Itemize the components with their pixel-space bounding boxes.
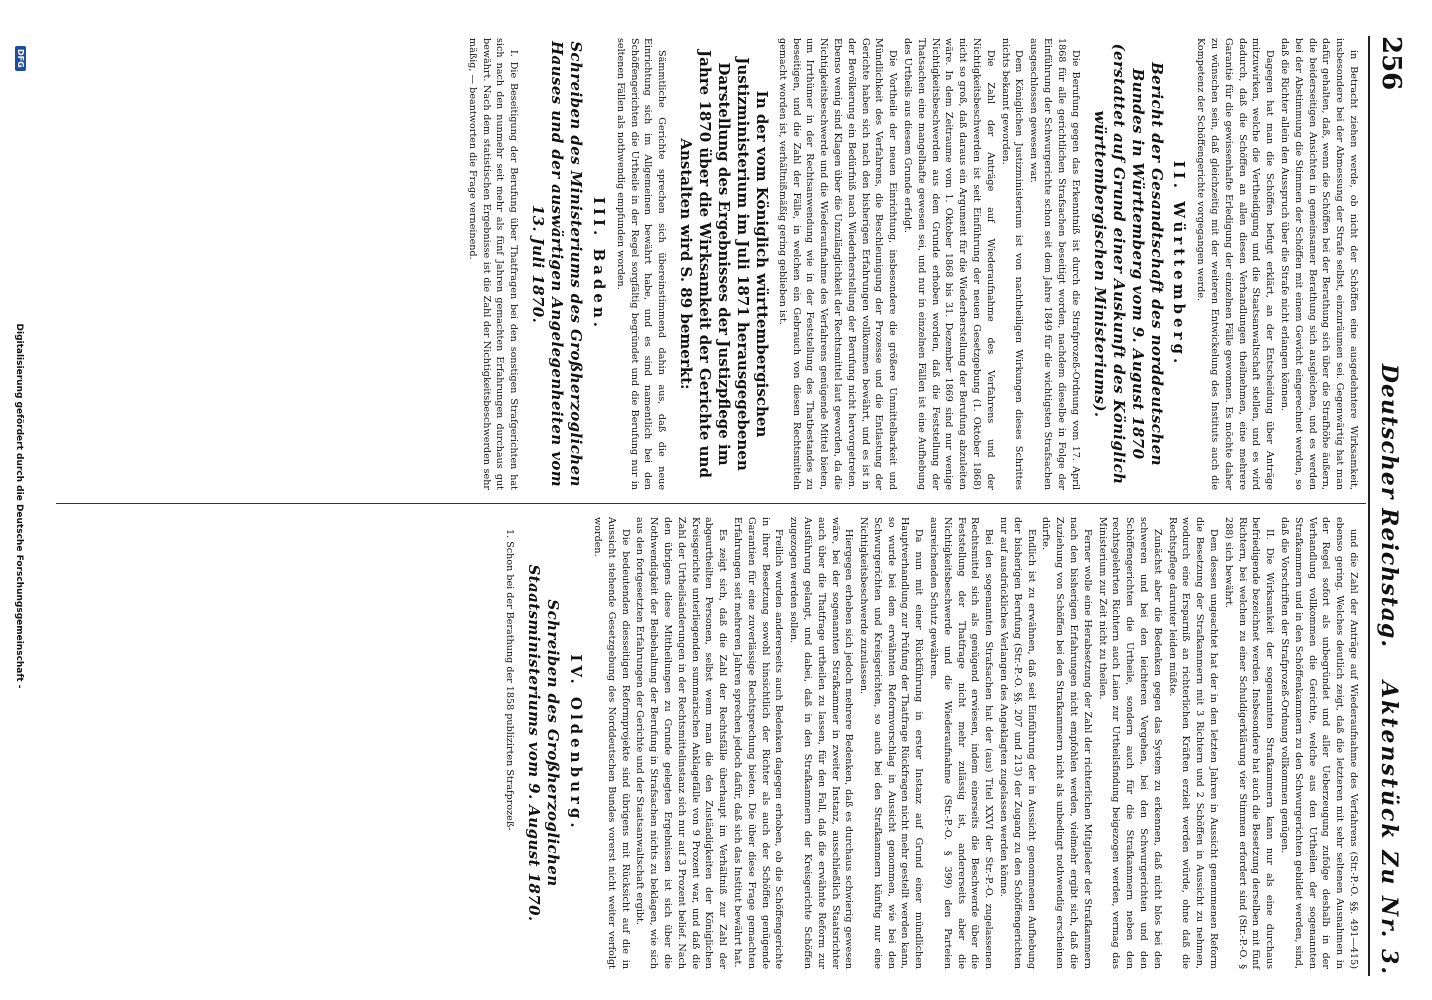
paragraph: I. Die Beseitigung der Berufung über Thatfragen bei den sonstigen Strafgerichten hat sich nach den nunmehr seit mehr als fünf Jahren gemachten Erfahrungen durchaus gut bewährt. Nach dem statistischen Ergebnisse ist die Zahl der Nichtigkeitsbeschwerden sehr mäßig, — beantworten die Frage verneinend. — [466, 38, 520, 490]
page-header — [1370, 36, 1410, 976]
section-title-baden: Schreiben des Ministeriums des Großherzoglichen Hauses und der auswärtigen Angelegenheiten vom 13. Juli 1870. — [529, 40, 586, 488]
section-heading-wuerttemberg: II. Württemberg. — [1170, 160, 1189, 368]
paragraph: Die Berufung gegen das Erkenntniß ist durch die Strafprozeß-Ordnung vom 17. April 1868 für alle gerichtlichen Strafsachen beseitigt worden, nachdem dieselbe in Folge der Einführung der Schwurgerichte schon seit dem Jahre 1849 für die wichtigsten Strafsachen ausgeschlossen gewesen war. — [1028, 38, 1081, 490]
digitization-footer — [12, 36, 24, 976]
paragraph: und die Zahl der Anträge auf Wiederaufnahme des Verfahrens (Str.-P.-O. §§. 491—415) ebenso gering. Welches deutlich zeigt, daß die letzteren mit sehr seltenen Ausnahmen in der Regel sofort als unbegründet und aller Ueberzeugung zufolge deshalb in der Verhandlung vollkommen die Gerichte, welche aus den Urtheilen der sogenannten Strafkammern und in den Schöffenkammern zu den Schwurgerichten gebildet werden, sind, daß die Vorschriften der Strafprozeß-Ordnung vollkommen genügen. — [1279, 517, 1359, 969]
paragraph: 1. Schon bei der Berathung der 1858 publizirten Strafprozeß- — [504, 529, 516, 831]
paragraph: Da nun mit einer Rückführung in erster Instanz auf Grund einer mündlichen Hauptverhandlung zur Prüfung der Thatfrage Rückfragen nicht mehr gestellt werden kann, so wurde bei dem erwähnten Reformvorschlag in Aussicht genommen, wie bei den Schwurgerichten und Kreisgerichten, so auch bei den Strafkammern künftig nur eine Nichtigkeitsbeschwerde zuzulassen. — [858, 517, 925, 969]
section-heading-oldenburg: IV. Oldenburg. — [567, 654, 586, 832]
dfg-logo: DFG — [15, 46, 26, 71]
paragraph: Sämmtliche Gerichte sprechen sich übereinstimmend dahin aus, daß die neue Einrichtung sich im Allgemeinen bewährt habe, und es sind namentlich bei den Schöffengerichten die Urtheile in der Regel sorgfältig begründet und die Berufung nur in seltenen Fällen als nothwendig empfunden worden. — [614, 38, 668, 490]
page-number: 256 — [1376, 36, 1406, 91]
paragraph: Ferner wolle eine Herabsetzung der Zahl der richterlichen Mitglieder der Strafkammern nach den bisherigen Erfahrungen nicht empfohlen werden, vielmehr ergibt sich, daß die Zuziehung von Schöffen bei den Strafkammern nicht als unbedingt nothwendig erscheinen dürfte. — [1040, 517, 1093, 969]
paragraph: Es zeigt sich, daß die Zahl der Rechtsfälle überhaupt im Verhältniß zur Zahl der abgeurtheilten Personen, selbst wenn man die den Zuständigkeiten der Königlichen Kreisgerichte unterliegenden summarischen Anklagefälle von 9 Prozent war, und daß die Zahl der Urtheilsänderungen in der Rechtsmittelinstanz sich nur auf 3 Prozent belief. Nach den übrigens diese Mittheilungen zu Grunde gelegten Ergebnissen ist sich über die Nothwendigkeit der Beibehaltung der Berufung in Strafsachen nichts zu beklagen, wie sich aus den fortgesetzten Erfahrungen der Gerichte und der Staatsanwaltschaft ergibt. — [634, 517, 729, 969]
paragraph: Hiergegen erheben sich jedoch mehrere Bedenken, daß es durchaus schwierig gewesen wäre, bei der sogenannten Strafkammer in zweiter Instanz, ausschließlich Staatsrichter auch über die Thatfrage urtheilen zu lassen, für den Fall, daß die erwähnte Reform zur Ausführung gelangt, und dabei, daß in den Strafkammern der Kreisgerichte Schöffen zugezogen werden sollen. — [788, 517, 855, 969]
section-heading-baden: III. Baden. — [589, 196, 608, 332]
paragraph: Dem dessen ungeachtet hat der in den letzten Jahren in Aussicht genommenen Reform die Besetzung der Strafkammern mit 3 Richtern und 2 Schöffen in Aussicht zu nehmen, wodurch eine Ersparniß an richterlichen Kräften erzielt werden würde, ohne daß die Rechtspflege darunter leiden müßte. — [1166, 517, 1220, 969]
header-rule — [1368, 36, 1370, 976]
paragraph: Freilich wurden andererseits auch Bedenken dagegen erhoben, ob die Schöffengerichte in ihrer Besetzung sowohl hinsichtlich der Richter als auch der Schöffen genügende Garantien für eine zuverlässige Rechtsprechung bieten. Die über diese Frage gemachten Erfahrungen seit mehreren Jahren sprechen jedoch dafür, daß sich das Institut bewährt hat. — [731, 517, 785, 969]
paragraph: Die Zahl der Anträge auf Wiederaufnahme des Verfahrens und der Nichtigkeitsbeschwerden ist seit Einführung der neuen Gesetzgebung (1. Oktober 1868) nicht so groß, daß daraus ein Argument für die Wiederherstellung der Berufung abzuleiten wäre. In dem Zeitraume vom 1. Oktober 1868 bis 31. Dezember 1869 sind nur wenige Nichtigkeitsbeschwerden aus dem Grunde erhoben worden, daß die Feststellung der Thatsachen eine mangelhafte gewesen sei, und nur in einzelnen Fällen ist eine Aufhebung des Urtheils aus diesem Grunde erfolgt. — [902, 38, 996, 490]
right-column — [502, 517, 1360, 969]
paragraph: Die Vortheile der neuen Einrichtung, insbesondere die größere Unmittelbarkeit und Mündlichkeit des Verfahrens, die Beschleunigung der Prozesse und die Entlastung der Gerichte haben sich nach den bisherigen Erfahrungen vollkommen bewährt, und es ist in der Bevölkerung ein Bedürfniß nach Wiederherstellung der Berufung nicht hervorgetreten. Ebenso wenig sind Klagen über die Unzulänglichkeit der Rechtsmittel laut geworden, da die Nichtigkeitsbeschwerde und die Wiederaufnahme des Verfahrens genügende Mittel bieten, um Irrthümer in der Rechtsanwendung wie in der Feststellung des Thatbestandes zu beseitigen, und die Zahl der Fälle, in welchen ein Gebrauch von diesen Rechtsmitteln gemacht worden ist, verhältnißmäßig gering geblieben ist. — [776, 38, 899, 490]
paragraph: Bei den sogenannten Strafsachen hat der (aus) Titel XXVI der Str.-P.-O. zugelassenen Rechtsmittel sich als genügend erwiesen, indem einerseits die Beschwerde über die Feststellung der Thatfrage nicht mehr zulässig ist, andererseits aber die Nichtigkeitsbeschwerde und die Wiederaufnahme (Str.-P.-O. § 399) den Parteien ausreichenden Schutz gewähren. — [928, 517, 995, 969]
paragraph: Zunächst aber die Bedenken gegen das System zu erkennen, daß nicht blos bei den schweren und bei den leichteren Vergehen, bei den Schwurgerichten und den Schöffengerichten die Urtheile, sondern auch für die Strafkammern neben den rechtsgelehrten Richtern auch Laien zur Urtheilsfindung beigezogen werden, vermag das Ministerium zur Zeit nicht zu theilen. — [1096, 517, 1163, 969]
paragraph: Dagegen hat man die Schöffen befugt erklärt, an der Entscheidung über Anträge mitzuwirken, welche die Vertheidigung und die Staatsanwaltschaft stellen, und es wird dadurch, daß die Schöffen an allen diesen Verhandlungen theilnehmen, eine mehrere Garantie für die gewissenhafte Erledigung der einzelnen Fälle gewonnen. Es möchte daher zu wünschen sein, daß gleichzeitig mit der weiteren Entwickelung des Instituts auch die Kompetenz der Schöffengerichte vorgegangen werde. — [1195, 38, 1276, 490]
paragraph: Dem Königlichen Justizministerium ist von nachtheiligen Wirkungen dieses Schrittes nichts bekannt geworden. — [999, 38, 1025, 490]
report-intro: In der vom Königlich württembergischen Justizministerium im Juli 1871 herausgegebenen Darstellung des Ergebnisses der Justizpflege im Jahre 1870 über die Wirksamkeit der Gerichte und Anstalten wird S. 89 bemerkt: — [677, 50, 772, 478]
digitization-note: Digitalisierung gefördert durch die Deutsche Forschungsgemeinschaft - — [14, 323, 24, 689]
running-title: Deutscher Reichstag. — [1376, 363, 1402, 649]
paragraph: in Betracht ziehen werde, ob nicht der Schöffen eine ausgedehntere Wirksamkeit, insbesondere bei der Abmessung der Strafe selbst, einzuräumen sei. Gegenwärtig hat man dafür gehalten, daß, wenn die Schöffen bei der Berathung sich über die Strafhöhe äußern, die beiderseitigen Ansichten in gemeinsamer Berathung sich ausgleichen, und es werden bei der Abstimmung die Stimmen der Schöffen mit einem Gewicht eingerechnet werden, so daß die Richter allein den Ausspruch über die Strafe nicht erlangen können. — [1279, 38, 1359, 490]
paragraph: II. Die Wirksamkeit der sogenannten Strafkammern kann nur als eine durchaus befriedigende bezeichnet werden. Insbesondere hat auch die Besetzung derselben mit fünf Richtern, bei welchen zu einer Schuldigerklärung vier Stimmen erfordert sind (Str.-P.-O. § 288) sich bewährt. — [1222, 517, 1276, 969]
left-column — [464, 38, 1360, 490]
section-title-oldenburg: Schreiben des Großherzoglichen Staatsministeriums vom 9. August 1870. — [525, 564, 563, 922]
paragraph: Die bedeutenden diesseitigen Reformprojekte sind übrigens mit Rücksicht auf die in Aussicht stehende Gesetzgebung des Norddeutschen Bundes vorerst nicht weiter verfolgt worden. — [591, 517, 631, 969]
paragraph: Endlich ist zu erwähnen, daß seit Einführung der in Aussicht genommenen Aufhebung der bisherigen Berufung (Str.-P.-O. §§. 207 und 213) der Zugang zu den Schöffengerichten nur auf ausdrückliches Verlangen des Angeklagten zugelassen werden könne. — [998, 517, 1037, 969]
section-title-wuerttemberg: Bericht der Gesandtschaft des norddeutschen Bundes in Württemberg vom 9. August 1870 (erstattet auf Grund einer Auskunft des Königlich württembergischen Ministeriums). — [1090, 43, 1166, 485]
document-reference: Aktenstück Zu Nr. 3. — [1376, 681, 1402, 976]
column-divider — [56, 503, 1366, 504]
